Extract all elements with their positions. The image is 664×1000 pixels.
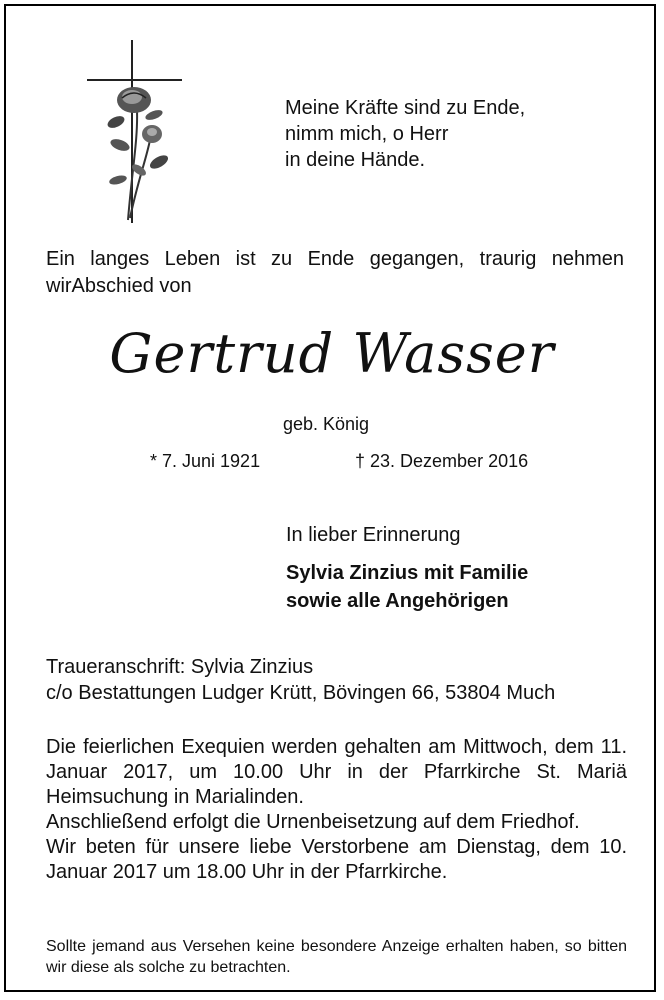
poem-line: nimm mich, o Herr <box>285 123 449 145</box>
birth-date: * 7. Juni 1921 <box>150 451 261 471</box>
service-paragraph: Anschließend erfolgt die Urnenbeisetzung auf dem Friedhof. <box>46 811 580 833</box>
mourner-line: Sylvia Zinzius mit Familie <box>286 562 529 584</box>
closing-note: Sollte jemand aus Versehen keine besondere Anzeige erhalten haben, so bitten wir diese als solche zu betrachten. <box>46 938 627 976</box>
memory-line: In lieber Erinnerung <box>286 524 461 546</box>
intro-text: Ein langes Leben ist zu Ende gegangen, traurig nehmen wirAbschied von <box>46 248 624 297</box>
mourner-line: sowie alle Angehörigen <box>286 590 509 612</box>
address-line: Traueranschrift: Sylvia Zinzius <box>46 656 314 678</box>
death-date: † 23. Dezember 2016 <box>355 451 529 471</box>
mourning-address <box>46 654 555 706</box>
poem-line: Meine Kräfte sind zu Ende, <box>285 97 526 119</box>
mourners-list <box>286 559 528 615</box>
address-line: c/o Bestattungen Ludger Krütt, Bövingen 66, 53804 Much <box>46 682 556 704</box>
service-paragraph: Wir beten für unsere liebe Verstorbene am Dienstag, dem 10. Januar 2017 um 18.00 Uhr in der Pfarrkirche. <box>46 836 627 883</box>
cross-with-rose-icon <box>82 40 186 225</box>
deceased-name: Gertrud Wasser <box>109 322 555 385</box>
poem <box>285 95 525 173</box>
birth-name: geb. König <box>283 414 370 434</box>
service-paragraph: Die feierlichen Exequien werden gehalten am Mittwoch, dem 11. Januar 2017, um 10.00 Uhr in der Pfarrkirche St. Mariä Heimsuchung in Marialinden. <box>46 736 627 808</box>
service-info <box>46 735 627 885</box>
poem-line: in deine Hände. <box>285 149 426 171</box>
